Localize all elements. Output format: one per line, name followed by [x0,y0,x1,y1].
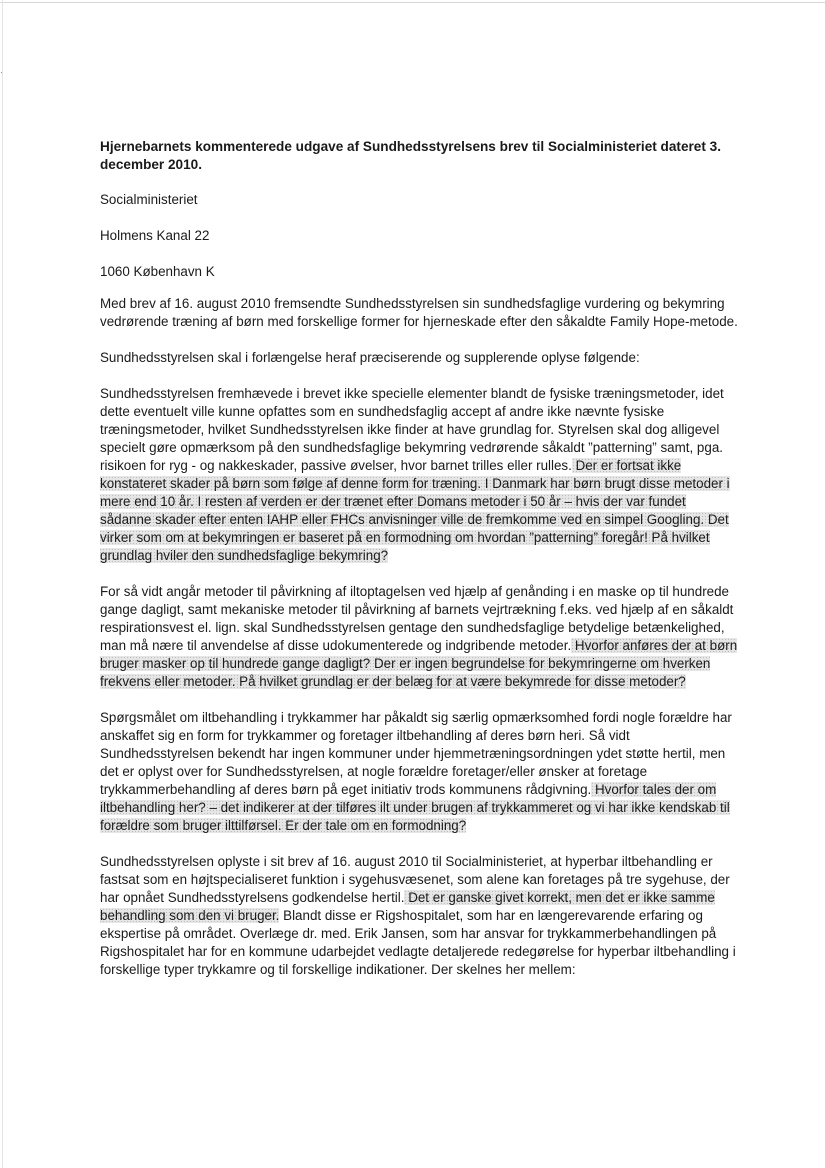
highlighted-comment: Der er fortsat ikke konstateret skader på børn som følge af denne form for træning. I Danmark har børn brugt disse metoder i mere end 10 år. I resten af verden er der trænet efter Domans metoder i 50 år – hvis der var fundet sådanne skader efter enten IAHP eller FHCs anvisninger ville de fremkomme ved en simpel Googling. Det virker som om at bekymringen er baseret på en formodning om hvordan ”patterning” foregår! På hvilket grundlag hviler den sundhedsfaglige bekymring? [100,458,730,563]
paragraph-training-methods [100,385,740,565]
highlighted-comment: Hvorfor tales der om iltbehandling her? – det indikerer at der tilføres ilt under brugen af trykkammeret og vi har ikke kendskab til forældre som bruger ilttilførsel. Er der tale om en formodning? [100,782,730,833]
paragraph-hyperbaric [100,853,740,979]
address-street: Holmens Kanal 22 [100,228,210,243]
paragraph-text: Sundhedsstyrelsen oplyste i sit brev af 16. august 2010 til Socialministeriet, at hyperbar iltbehandling er fastsat som en højtspecialiseret funktion i sygehusvæsenet, som alene kan foretages på tre sygehuse, der har opnået Sundhedsstyrelsens godkendelse hertil. [100,854,730,905]
paragraph-text: Spørgsmålet om iltbehandling i trykkammer har påkaldt sig særlig opmærksomhed fordi nogle forældre har anskaffet sig en form for trykkammer og foretager iltbehandling af deres børn heri. Så vidt Sundhedsstyrelsen bekendt har ingen kommuner under hjemmetræningsordningen ydet støtte hertil, men det er oplyst over for Sundhedsstyrelsen, at nogle forældre foretager/eller ønsker at foretage trykkammerbehandling af deres børn på eget initiativ trods kommunens rådgivning. [100,710,732,797]
paragraph-text: Sundhedsstyrelsen skal i forlængelse heraf præciserende og supplerende oplyse følgende: [100,350,640,365]
paragraph-supplement [100,349,740,367]
scan-edge-left [2,0,3,1168]
paragraph-text: Med brev af 16. august 2010 fremsendte Sundhedsstyrelsen sin sundhedsfaglige vurdering og bekymring vedrørende træning af børn med forskellige former for hjerneskade efter den såkaldte Family Hope-metode. [100,296,738,329]
paragraph-intro [100,295,740,331]
paragraph-pressure-chamber [100,709,740,835]
letter-document [100,138,740,997]
paragraph-text: Sundhedsstyrelsen fremhævede i brevet ikke specielle elementer blandt de fysiske træningsmetoder, idet dette eventuelt ville kunne opfattes som en sundhedsfaglig accept af andre ikke nævnte fysiske træningsmetoder, hvilket Sundhedsstyrelsen ikke finder at have grundlag for. Styrelsen skal dog alligevel specielt gøre opmærksom på den sundhedsfaglige bekymring vedrørende såkaldt ”patterning” samt, pga. risikoen for ryg - og nakkeskader, passive øvelser, hvor barnet trilles eller rulles. [100,386,724,473]
scan-speck: · [0,68,3,77]
address-city: 1060 København K [100,264,215,279]
paragraph-oxygen-methods [100,583,740,691]
paragraph-text: For så vidt angår metoder til påvirkning af iltoptagelsen ved hjælp af genånding i en maske op til hundrede gange dagligt, samt mekaniske metoder til påvirkning af barnets vejrtrækning f.eks. ved hjælp af en såkaldt respirationsvest el. lign. skal Sundhedsstyrelsen gentage den sundhedsfaglige betydelige betænkelighed, man må nære til anvendelse af disse udokumenterede og indgribende metoder. [100,584,734,653]
highlighted-comment: Det er ganske givet korrekt, men det er ikke samme behandling som den vi bruger. [100,890,715,923]
document-title: Hjernebarnets kommenterede udgave af Sundhedsstyrelsens brev til Socialministeriet dateret 3. december 2010. [100,139,721,172]
highlighted-comment: Hvorfor anføres der at børn bruger masker op til hundrede gange dagligt? Der er ingen begrundelse for bekymringerne om hverken frekvens eller metoder. På hvilket grundlag er der belæg for at være bekymrede for disse metoder? [100,638,738,689]
paragraph-text-continued: Blandt disse er Rigshospitalet, som har en længerevarende erfaring og ekspertise på området. Overlæge dr. med. Erik Jansen, som har ansvar for trykkammerbehandlingen på Rigshospitalet har for en kommune udarbejdet vedlagte detaljerede redegørelse for hyperbar iltbehandling i forskellige typer trykkamre og til forskellige indikationer. Der skelnes her mellem: [100,908,736,977]
scan-edge-top [0,2,825,3]
address-recipient: Socialministeriet [100,192,198,207]
